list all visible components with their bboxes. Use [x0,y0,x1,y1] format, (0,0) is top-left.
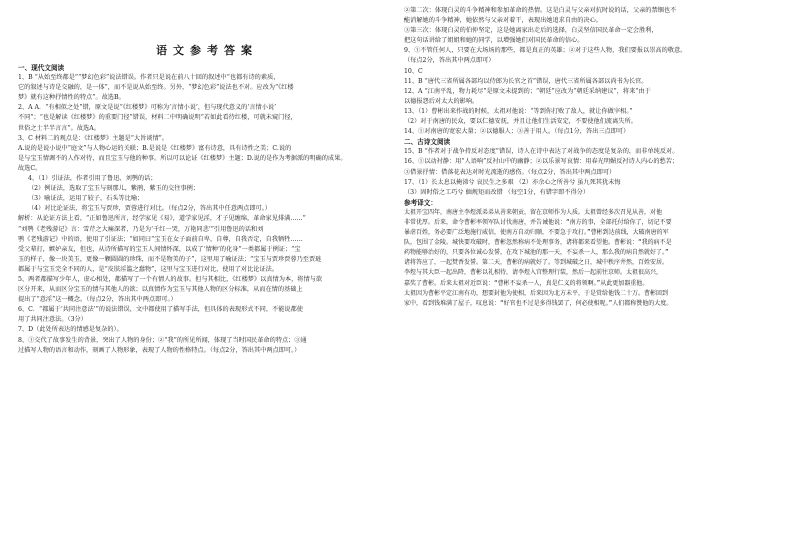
section-heading: 一、现代文阅读 [18,64,65,72]
text-line: 10、C [404,67,423,75]
section-heading: 参考译文： [404,198,437,207]
text-line: 过描写人物的语言和动作，刻画了人物形象，表现了人物的性格特点。（每点2分，答出其中两点即可。） [18,346,301,354]
text-line: 鹗《老残游记》中的语，使用了引证法；“如同曰“宝玉在女子面前自卑，自尊，自我否定，自我牺牲…… [18,235,303,243]
text-line: 嘉奖了曹彬。后来太祖对近臣说：“曹彬不妄杀一人，真是仁义的将领啊。”从此更加器重他。 [404,279,649,287]
text-line: 用了共同注意法。（3分） [18,316,87,324]
text-line: （3）固时俗之工巧兮 偭规矩而改错 （每空1分，有错字即不得分） [404,188,590,196]
text-line: 家中，看到钱堆满了屋子，叹息说：“好官也不过是多得钱罢了，何必使相呢。”人们都称赞他的大度。 [404,299,673,307]
text-line: （每点2分，答出其中两点即可） [404,57,495,65]
left-column [18,8,396,356]
text-line: 把这句话讲给了姐姐和她的同学，以增强她们对国民革命的信心。 [404,37,584,45]
text-line: 故选C。 [18,164,42,172]
text-line: 不同”；“也是解读《红楼梦》的重要门径”错误，材料二中明确说明“若如此看待红楼，可就未窥门径， [18,114,297,122]
text-line: 世俗之士半半言言”。故选A。 [18,124,100,132]
text-line: 14、①对南唐的宽宏大量；②以德服人；③善于用人。（每点1分，答出三点即可） [404,128,630,136]
text-line: 李煜与其大臣一起出降，曹彬以礼相待，请李煜入宫整理行装，然后一起前往京师。太祖很高兴， [404,269,663,277]
right-text-block [404,6,782,309]
text-line: 能消解她的斗争精神，她依然与父亲对着干，表现出她追求自由的决心。 [404,17,602,25]
text-line: 17、（1）长太息以掩涕兮 哀民生之多艰 （2）亦余心之所善兮 虽九死其犹未悔 [404,178,621,186]
text-line: 提出了“意淫”这一概念。（每点2分，答出其中两点即可。） [18,296,177,304]
text-line: 队，包围了金陵。城快要攻破时，曹彬忽然称病不处理事务，诸将都来看望他。曹彬说：“我的病不是 [404,239,672,247]
text-line: 暴虐百姓，务必要广泛地施行威信，使南方自动归顺，不要急于攻打。”曹彬到达前线，大破南唐的军 [404,229,669,237]
text-line: 2、A A．“有相似之处”错，原文是说“《红楼梦》可称为‘言情小说’，但与现代意义的‘言情小说’ [18,104,277,112]
text-line: 8、①交代了故事发生的背景，突出了人物的身份；②“我”的所见所闻，体现了当时国民革命的特点；③通 [18,336,307,344]
text-line: 4、（1）引证法，作者引用了鲁迅、刘鹗的话； [28,175,157,183]
section-heading: 二、古诗文阅读 [404,138,451,147]
left-text-block [18,63,396,356]
text-line: 1、B “从始至终都是”“梦幻色彩”说法错误。作者只是说在前八十回的叙述中“也都有诗的素质， [18,74,280,82]
text-line: 7、D（此处所表达的情感是复杂的）。 [18,326,123,334]
text-line: 3、C 材料二的观点是：《红楼梦》主题是“大旨谈情”。 [18,134,168,142]
text-line: 区分开来，从而区分宝玉的情与其他人的欲；以真情作为宝玉与其他人物的区分标准，从而在情的基础上 [18,286,303,294]
text-line: 梦》就有这种抒情性的特点”。故选B。 [18,94,125,102]
text-line: 非常优厚。后来，命令曹彬率领军队讨伐南唐，并告诫他说：“南方的事，全部托付给你了，切记不要 [404,218,672,226]
page-title: 语文参考答案 [156,44,258,57]
text-line: （3）喻证法，运用了较子，石头等比喻； [28,195,144,203]
text-line: ③第三次：体现白灵的伯仲坚定，这是她离家出走后的选择，白灵坚信国民革命一定会胜利， [404,27,658,35]
text-line: 药物能够治好的，只要各位诚心发誓，在攻下城池的那一天，不妄杀一人，那么我的病自然就好了。” [404,249,669,257]
text-line: 它的叙述与诗是交融的，是一体”，而不是说从始至终。另外，“梦幻色彩”说法也不对。应改为“《红楼 [18,84,294,92]
text-line: 受父辈打，嫉妒亲友，但也，从诗所描写的宝玉人间情怀深，以成了‘情种’的化身”一类都属于例证；“宝 [18,245,301,253]
text-line: “刘鹗《老残游记》言：雪芹之大痛深者，乃是为‘千红一哭，万艳同悲’”引用鲁迅的话和刘 [18,225,264,233]
text-line: （2）例证法，选取了宝玉与刻那儿，紫鹃，紫玉的交往事例； [28,185,199,193]
text-line: 太祖开宝四年，南唐主李煜派弟弟从善来朝贡，留在京师作为人质。太祖曾经多次召见从善，对他 [404,208,663,216]
text-line: 13、（1）曹彬出来作战的时候，太祖对他说：“等到你打败了敌人，就让你做宰相。” [404,107,633,115]
text-line: 16、①以动衬静：用“人语响”反衬山中的幽静；②以乐景写哀情：用春光明媚反衬诗人内心的愁苦； [404,158,679,166]
text-line: 9、①不管任何人，只要在大场场的那些，都是真正的英雄；②对于这些人物，我们要报以崇高的敬意。 [404,47,687,55]
text-line: 都属于与宝玉完全不同的人，是“皮肤淫滥之蠢物”，这里与宝玉进行对比，使用了对比论证法。 [18,265,279,273]
text-line: ③借景抒情：借落花表达对时光流逝的感伤。（每点2分，答出其中两点即可） [404,168,616,176]
text-line: 以德报怨后对太大的影响。 [404,97,479,105]
text-line: 玉的样子，像一块美玉，更像一颗圆圆的珍珠，而不是物美的子”，这里用了喻证法；“宝玉与贾珍贾蓉乃至贾琏 [18,255,322,263]
text-line: 解析：从论证方法上看，“正如鲁迅所言，经学家见《易》，道学家见淫，才子见缠绵，革命家见排满……” [18,215,306,223]
text-line: 6、C．“都属于‘共同注意法’”的说法错误，文中都使用了描写手法，但具体的表现形式不同，不能说都使 [18,306,303,314]
text-line: 诸将答应了，一起焚香发誓。第二天，曹彬的病就好了。等到城破之日，城中秩序井然，百姓安居。 [404,259,669,267]
text-line: 太祖因为曹彬平定江南有功，想要封他为使相，后来因为北方未平，于是赏给他钱二十万。曹彬回到 [404,289,669,297]
text-line: （2）对于南唐的民众，要以仁德安抚，并且让他们生活安定，不要使他们流离失所。 [404,118,637,126]
text-line: （4）对比论证法，将宝玉与贾珍，贾蓉进行对比。（每点2分，答出其中任意两点即可。） [28,205,271,213]
text-line: 15、B “作者对于战争持反对态度”错误，诗人在诗中表达了对战争的态度是复杂的，而非单纯反对。 [404,148,679,156]
text-line: A.说的是说小说中“庭文”与人物心运的关联；B.是说是《红楼梦》富有诗意，具有诗性之美；C.说的 [18,144,292,152]
right-column [404,6,782,309]
text-line: ②第二次：体现白灵的斗争精神和参加革命的热情。这是白灵与父亲对抗时说的话，父亲的禁锢也不 [404,7,677,14]
text-line: 12、A “江南平乱，物力耗尽”是原文未提到的；“朝廷”应改为“朝廷采纳建议”，将来“由于 [404,87,651,95]
text-line: 5、两者都描写少年人，虚心相处，都描写了一个有情人的故事。但与其相比，《红楼梦》以真情为本，将情与欲 [18,275,323,283]
text-line: 11、B “唐代三省所属各部均以侍郎为长官之首”错误，唐代三省所属各部以尚书为长官。 [404,77,648,85]
text-line: 是与宝玉情调不的人作对待，而且宝玉与他的种事。所以可以论证《红楼梦》主题；D.说的是作为考据派的明确的成果。 [18,154,347,162]
